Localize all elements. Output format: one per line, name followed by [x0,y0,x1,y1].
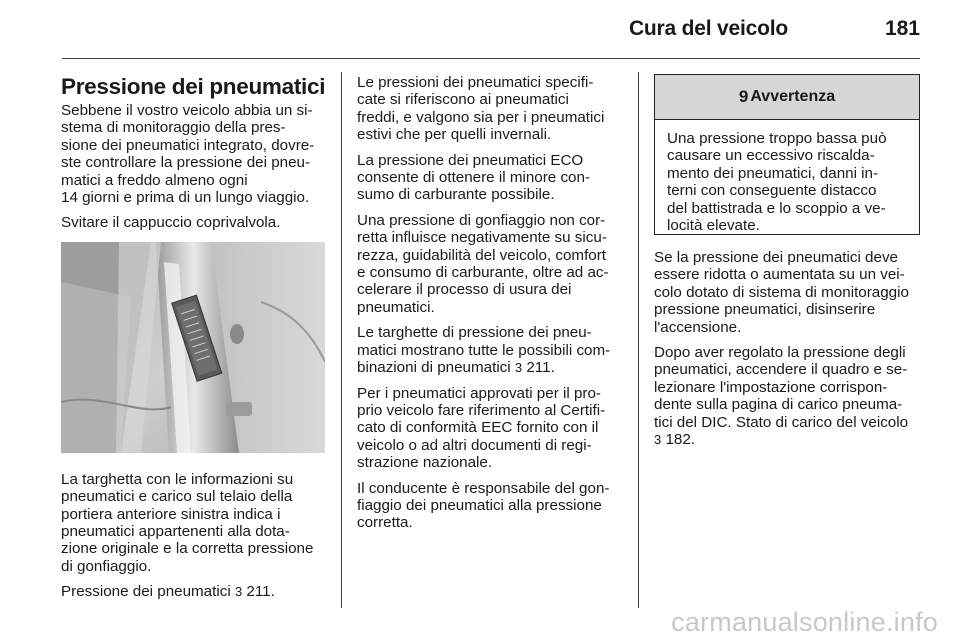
paragraph: Dopo aver regolato la pressione degli pneumatici, accendere il quadro e se- lezionare l'impostazione corrispon- dente sulla pagina di carico pneuma- tici del DIC. Stato di carico del veicolo 3 182. [654,344,909,449]
column-2 [357,74,625,540]
warning-icon: 9 [738,87,749,106]
photo-caption: La targhetta con le informazioni su pneumatici e carico sul telaio della portiera anteriore sinistra indica i pneumatici appartenenti alla dota- zione originale e la corretta pressione di gonfiaggio. [61,470,314,575]
paragraph: Il conducente è responsabile del gon- fiaggio dei pneumatici alla pressione corretta. [357,479,610,532]
column-divider [341,72,342,608]
paragraph: Una pressione di gonfiaggio non cor- retta influisce negativamente su sicu- rezza, guidabilità del veicolo, comfort e consumo di carburante, oltre ad ac- celerare il processo di usura dei pneumatici. [357,211,609,316]
paragraph: La pressione dei pneumatici ECO consente di ottenere il minore con- sumo di carburante possibile. [357,151,591,204]
section-title: Pressione dei pneumatici [61,74,326,99]
page-reference[interactable]: Pressione dei pneumatici 3 211. [61,583,275,601]
warning-box [654,74,920,235]
ref-arrow-icon: 3 [654,432,662,448]
paragraph: Le targhette di pressione dei pneu- matici mostrano tutte le possibili com- binazioni di pneumatici 3 211. [357,324,611,377]
column-divider [638,72,639,608]
warning-text: Una pressione troppo bassa può causare un eccessivo riscalda- mento dei pneumatici, danni in- terni con conseguente distacco del battistrada e lo scoppio a ve- locità elevate. [667,130,887,235]
paragraph: Se la pressione dei pneumatici deve essere ridotta o aumentata su un vei- colo dotato di sistema di monitoraggio pressione pneumatici, disinserire l'accensione. [654,249,909,336]
watermark: carmanualsonline.info [671,607,938,637]
ref-arrow-icon: 3 [234,584,243,600]
warning-title: Avvertenza [750,88,836,105]
page-reference[interactable]: 182. [665,431,696,449]
paragraph: Per i pneumatici approvati per il pro- prio veicolo fare riferimento al Certifi- cato di conformità EEC fornito con il veicolo o ad altri documenti di regi- strazione nazionale. [357,384,606,472]
header-rule [62,58,920,59]
page-header-title: Cura del veicolo [628,17,788,40]
instruction-paragraph: Svitare il cappuccio coprivalvola. [61,214,281,232]
intro-paragraph: Sebbene il vostro veicolo abbia un si- stema di monitoraggio della pres- sione dei pneumatici integrato, dovre- ste controllare la pressione dei pneu- matici a freddo almeno ogni 14 giorni e prima di un lungo viaggio. [61,102,315,207]
page-number: 181 [884,17,920,40]
column-1 [61,74,327,609]
warning-header [655,75,919,120]
tire-label-photo [61,242,325,453]
paragraph: Le pressioni dei pneumatici specifi- cate si riferiscono ai pneumatici freddi, e valgono sia per i pneumatici estivi che per quelli invernali. [357,74,605,144]
page-reference[interactable]: 211. [526,359,555,377]
ref-arrow-icon: 3 [514,360,523,376]
column-3 [654,249,922,456]
